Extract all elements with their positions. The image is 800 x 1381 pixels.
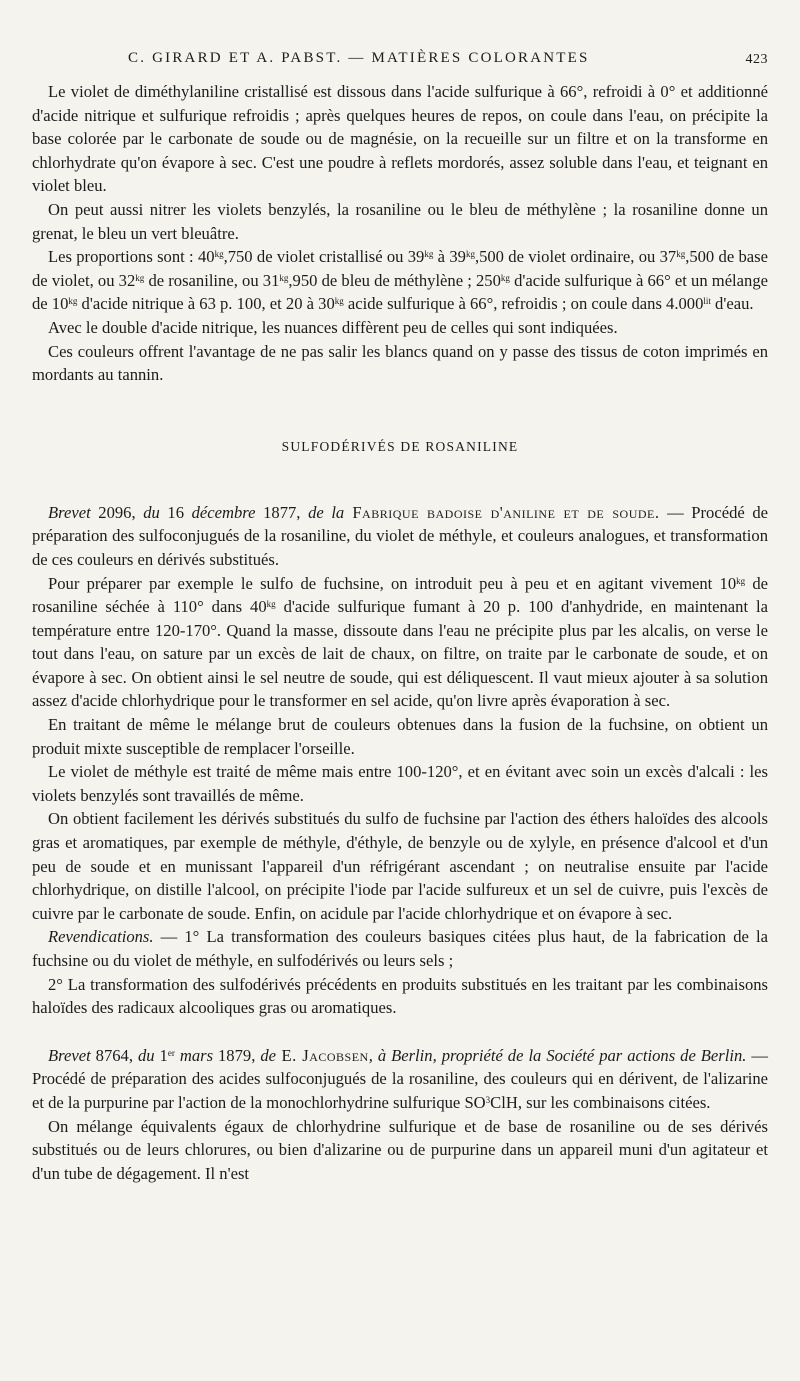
paragraph-proportions: Les proportions sont : $40^{kg},750$ de violet cristallisé ou $39^{kg}$ à $39^{kg},500$ de violet ordinaire, ou $37^{kg},500$ de base de violet, ou $32^{kg}$ de rosaniline, ou $31^{kg},950$ de bleu de méthylène ; $250^{kg}$ d'acide sulfurique à 66° et un mélange de $10^{kg}$ d'acide nitrique à 63 p. 100, et 20 à $30^{kg}$ acide sulfurique à 66°, refroidis ; on coule dans $4.000^{lit}$ d'eau. [32, 247, 768, 314]
section-heading: SULFODÉRIVÉS DE ROSANILINE [281, 438, 519, 454]
paragraph-melange-equivalents: On mélange équivalents égaux de chlorhydrine sulfurique et de base de rosaniline ou de ses dérivés substitués ou de leurs chlorures, ou bien d'alizarine ou de purpurine dans un appareil muni d'un agitateur et d'un tube de dégagement. Il n'est [32, 1116, 768, 1183]
paragraph-double-acide: Avec le double d'acide nitrique, les nuances diffèrent peu de celles qui sont indiquées. [48, 317, 618, 337]
body-text [32, 80, 768, 1185]
paragraph-melange-brut: En traitant de même le mélange brut de couleurs obtenues dans la fusion de la fuchsine, on obtient un produit mixte susceptible de remplacer l'orseille. [32, 715, 768, 758]
claims-first: Revendications. — 1° La transformation des couleurs basiques citées plus haut, de la fabrication de la fuchsine ou du violet de méthyle, en sulfodérivés ou leurs sels ; [32, 927, 768, 970]
paragraph-derives-substitues: On obtient facilement les dérivés substitués du sulfo de fuchsine par l'action des éthers haloïdes des alcools gras et aromatiques, par exemple de méthyle, d'éthyle, de benzyle ou de xylyle, en présence d'alcool et d'un peu de soude et en munissant l'appareil d'un réfrigérant ascendant ; on neutralise ensuite par l'acide chlorhydrique, on distille l'alcool, on précipite l'iode par l'acide sulfureux et un sel de cuivre, puis l'excès de cuivre par le carbonate de soude. Enfin, on acidule par l'acide chlorhydrique et on évapore à sec. [32, 809, 768, 923]
paragraph-avantage-couleurs: Ces couleurs offrent l'avantage de ne pas salir les blancs quand on y passe des tissus de coton imprimés en mordants au tannin. [32, 341, 768, 385]
patent-entry-8764: Brevet 8764, du 1er mars 1879, de E. Jacobsen, à Berlin, propriété de la Société par actions de Berlin. — Procédé de préparation des acides sulfoconjugués de la rosaniline, des couleurs qui en dérivent, de l'alizarine et de la purpurine par l'action de la monochlorhydrine sulfurique $SO^3ClH$, sur les combinaisons citées. [32, 1045, 768, 1112]
page-number: 423 [745, 52, 768, 67]
paragraph-violet-methyle: Le violet de méthyle est traité de même mais entre 100-120°, et en évitant avec soin un excès d'alcali : les violets benzylés sont travaillés de même. [32, 762, 768, 805]
paragraph-sulfo-fuchsine: Pour préparer par exemple le sulfo de fuchsine, on introduit peu à peu et en agitant vivement $10^{kg}$ de rosaniline séchée à 110° dans $40^{kg}$ d'acide sulfurique fumant à 20 p. 100 d'anhydride, en maintenant la température entre 120-170°. Quand la masse, dissoute dans l'eau ne précipite plus par les alcalis, on verse le tout dans l'eau, on sature par un excès de lait de chaux, on filtre, on traite par le carbonate de soude, et on évapore à sec. On obtient ainsi le sel neutre de soude, qui est déliquescent. Il vaut mieux ajouter à sa solution assez d'acide chlorhydrique pour le transformer en sel acide, qu'on livre après évaporation à sec. [32, 573, 769, 711]
running-header [32, 46, 768, 80]
spacer [32, 1020, 768, 1044]
paragraph-violet-dimethylaniline: Le violet de diméthylaniline cristallisé est dissous dans l'acide sulfurique à 66°, refroidi à 0° et additionné d'acide nitrique et sulfurique refroidis ; après quelques heures de repos, on coule dans l'eau, on précipite la base colorée par le carbonate de soude ou de magnésie, on la recueille sur un filtre et on la transforme en chlorhydrate qu'on évapore à sec. C'est une poudre à reflets mordorés, assez soluble dans l'eau, et teignant en violet bleu. [32, 82, 768, 196]
paragraph-nitrer-violets: On peut aussi nitrer les violets benzylés, la rosaniline ou le bleu de méthylène ; la rosaniline donne un grenat, le bleu un vert bleuâtre. [32, 199, 768, 243]
running-title: C. GIRARD ET A. PABST. — MATIÈRES COLORANTES [128, 50, 590, 66]
claims-second: 2° La transformation des sulfodérivés précédents en produits substitués en les traitant par les combinaisons haloïdes des radicaux alcooliques gras ou aromatiques. [32, 974, 768, 1018]
patent-entry-2096: Brevet 2096, du 16 décembre 1877, de la Fabrique badoise d'aniline et de soude. — Procédé de préparation des sulfoconjugués de la rosaniline, du violet de méthyle, et couleurs analogues, et transformation de ces couleurs en dérivés substitués. [32, 502, 769, 569]
